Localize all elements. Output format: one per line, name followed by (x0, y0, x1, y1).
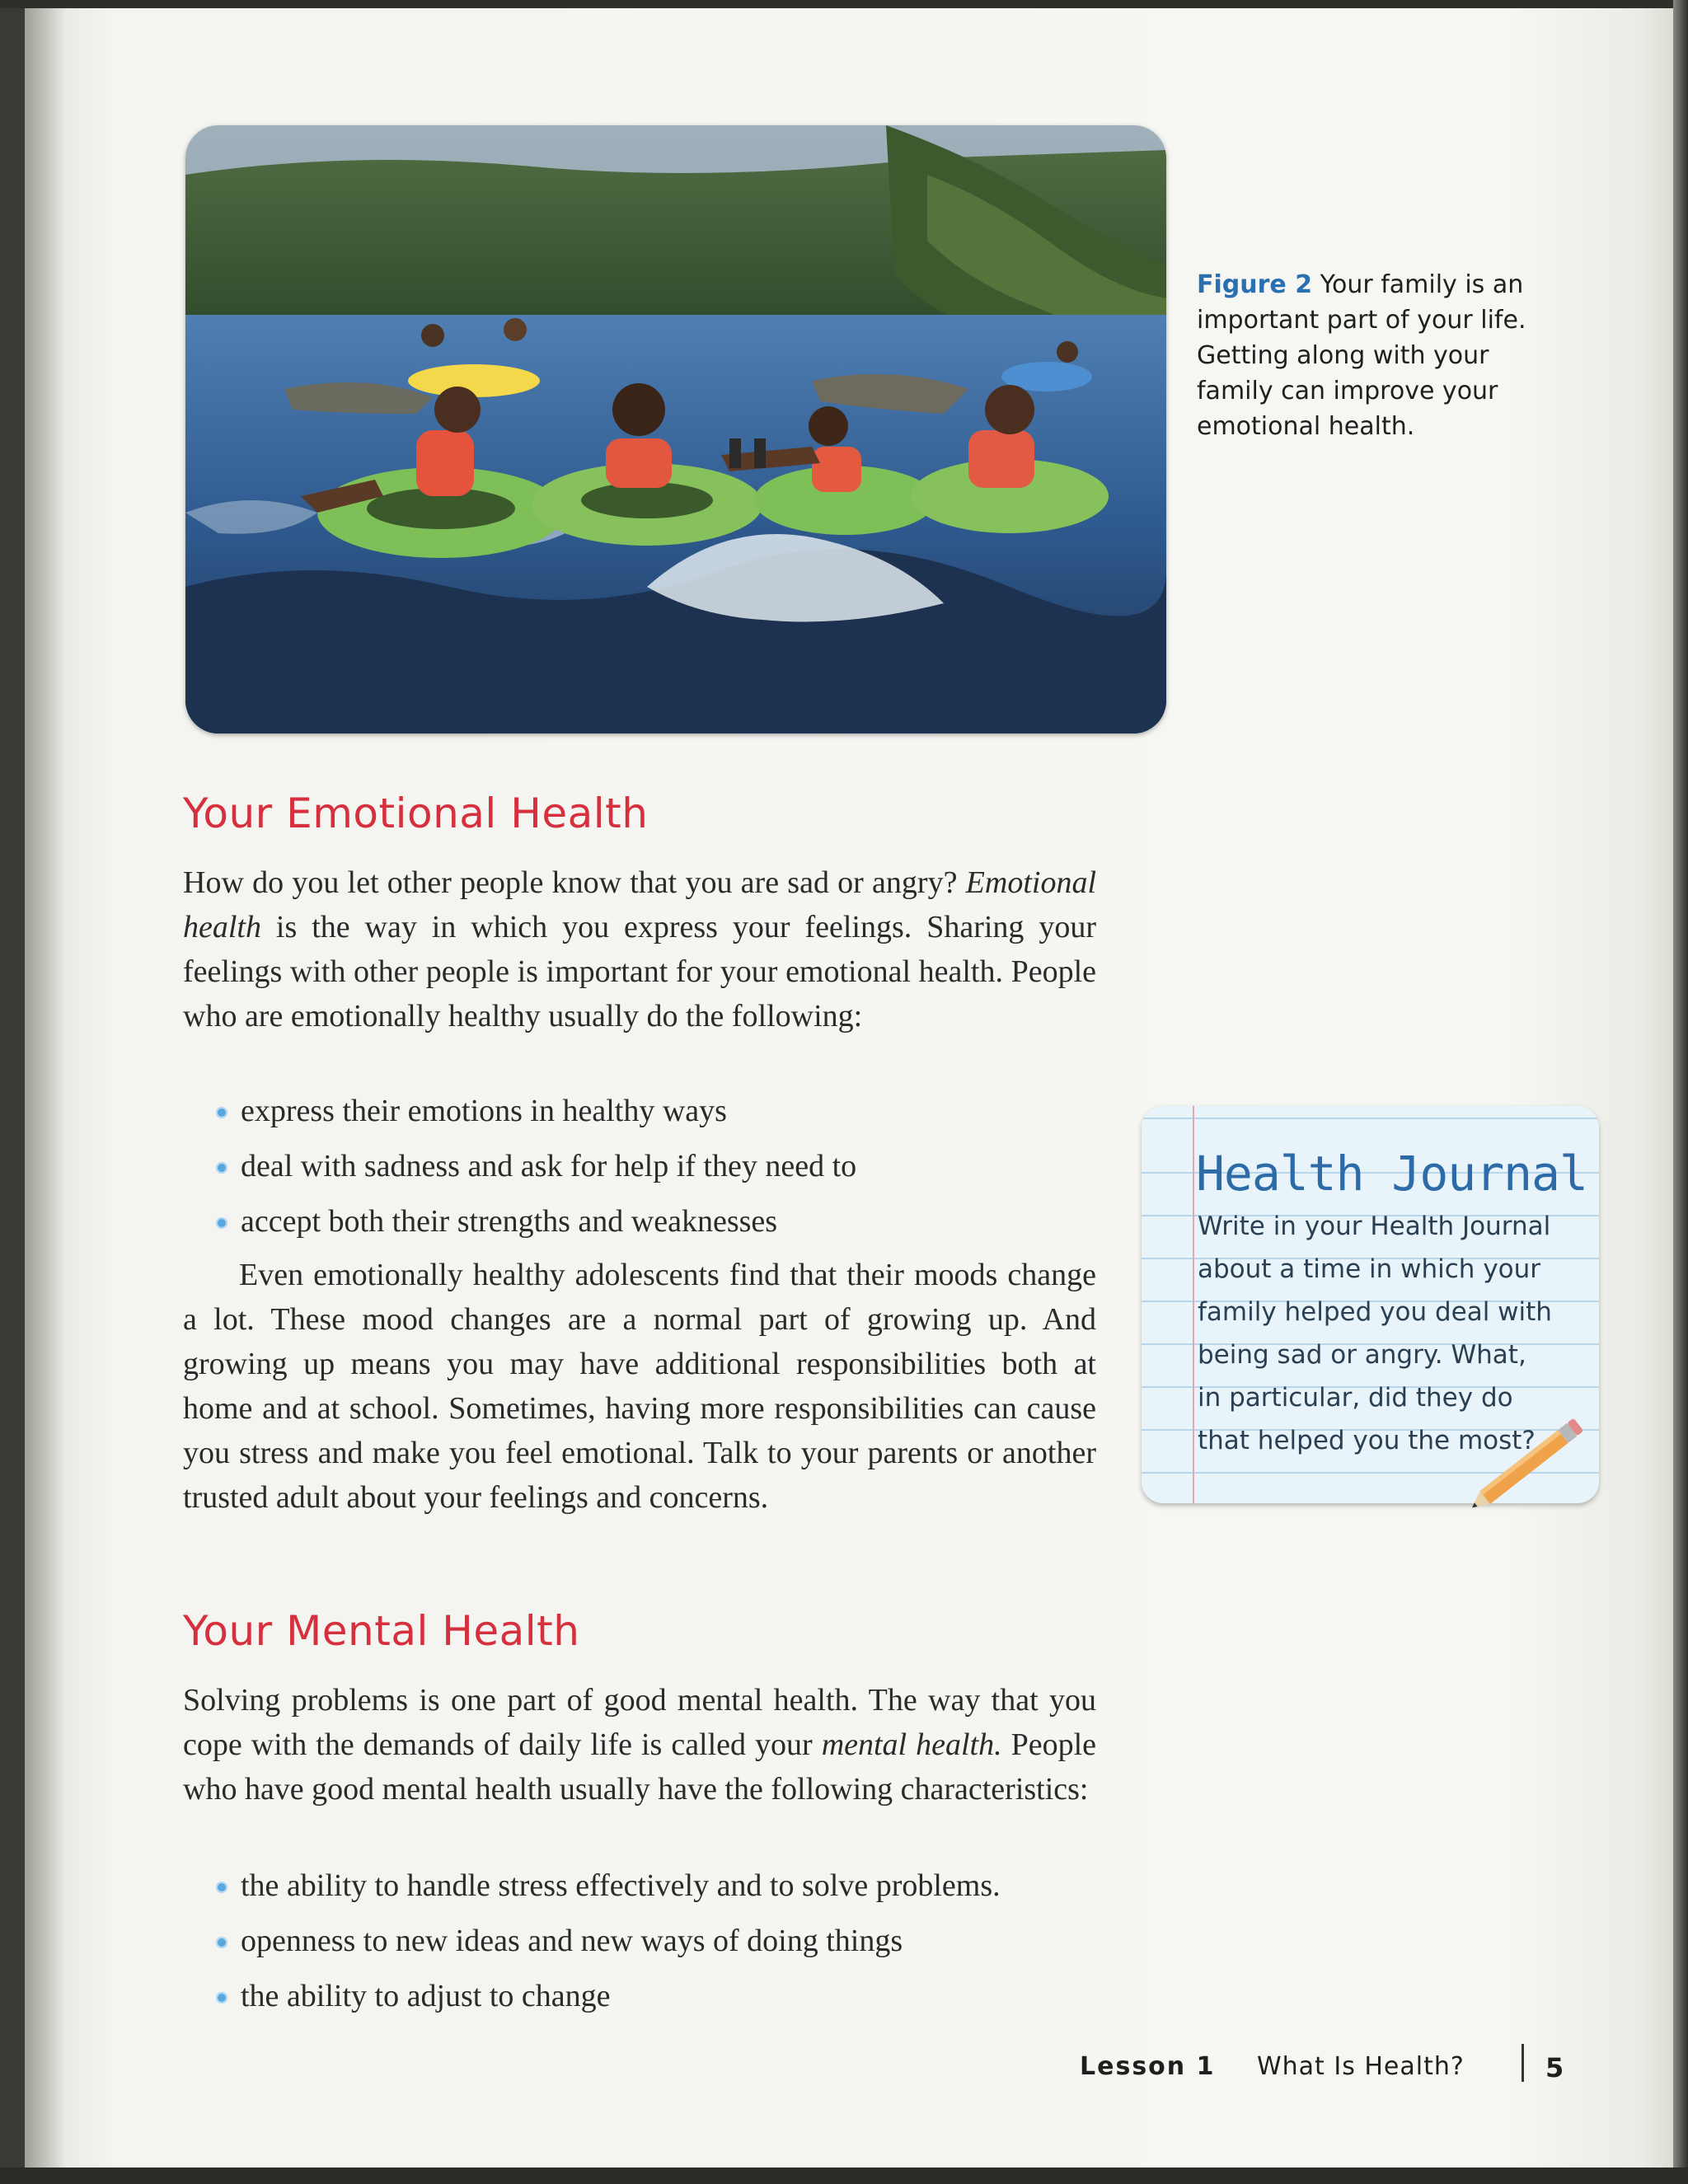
list-item-text: deal with sadness and ask for help if they need to (241, 1149, 857, 1183)
mental-para-start: Solving problems is one part of good mental health. The way that you cope with the demands of daily life is called your (183, 1683, 1096, 1762)
scan-bottom-edge (0, 2168, 1688, 2184)
footer-separator (1522, 2044, 1524, 2082)
list-item (216, 1139, 856, 1194)
mental-para-end: People who have good mental health usually have the following characteristics: (183, 1727, 1097, 1807)
health-journal-title: Health Journal (1196, 1146, 1587, 1202)
mental-health-heading: Your Mental Health (183, 1607, 580, 1655)
emotional-health-term: Emotional health (183, 865, 1096, 944)
mental-health-paragraph (183, 1678, 1096, 1811)
list-item (216, 1858, 1001, 1914)
list-item (216, 1194, 856, 1249)
emotional-health-paragraph (183, 860, 1096, 1038)
pencil-icon (1457, 1411, 1597, 1518)
bullet-dot-icon (216, 1217, 227, 1229)
figure-caption (1197, 267, 1543, 444)
notebook-margin-line (1193, 1106, 1194, 1503)
list-item (216, 1084, 856, 1139)
family-tubing-photo (185, 125, 1166, 733)
scan-top-edge (0, 0, 1688, 8)
list-item-text: openness to new ideas and new ways of doing things (241, 1924, 903, 1958)
bullet-dot-icon (216, 1937, 227, 1948)
mood-changes-paragraph: Even emotionally healthy adolescents find that their moods change a lot. These mood changes are a normal part of growing up. And growing up means you may have additional responsibilities both at home and at school. Sometimes, having more responsibilities can cause you stress and make you feel emotional. Talk to your parents or another trusted adult about your feelings and concerns. (183, 1258, 1096, 1515)
list-item-text: the ability to handle stress effectively and to solve problems. (241, 1868, 1001, 1903)
emotional-para-end: is the way in which you express your feelings. Sharing your feelings with other people is important for your emotional health. People who are emotionally healthy usually do the following: (183, 910, 1096, 1033)
list-item-text: accept both their strengths and weaknesses (241, 1204, 778, 1239)
binding-shadow (25, 8, 66, 2168)
list-item (216, 1969, 1001, 2024)
list-item-text: the ability to adjust to change (241, 1979, 611, 2013)
footer-lesson-title: What Is Health? (1257, 2052, 1465, 2081)
scan-right-edge (1673, 0, 1688, 2184)
bullet-dot-icon (216, 1882, 227, 1893)
emotional-health-list (216, 1084, 856, 1249)
page-number: 5 (1545, 2052, 1564, 2083)
bullet-dot-icon (216, 1162, 227, 1174)
list-item (216, 1914, 1001, 1969)
figure-caption-text: Your family is an important part of your life. Getting along with your family can improve your emotional health. (1197, 270, 1526, 441)
bullet-dot-icon (216, 1107, 227, 1118)
bullet-dot-icon (216, 1992, 227, 2004)
mental-health-list (216, 1858, 1001, 2024)
mental-health-term: mental health. (821, 1727, 1002, 1762)
emotional-health-heading: Your Emotional Health (183, 790, 649, 837)
emotional-para-start: How do you let other people know that you are sad or angry? (183, 865, 966, 900)
footer-lesson-label: Lesson 1 (1080, 2052, 1216, 2081)
figure-label: Figure 2 (1197, 270, 1313, 299)
list-item-text: express their emotions in healthy ways (241, 1094, 727, 1128)
health-journal-prompt: Write in your Health Journal about a time in which your family helped you deal with being sad or angry. What, in particular, did they do that helped you the most? (1198, 1212, 1552, 1455)
